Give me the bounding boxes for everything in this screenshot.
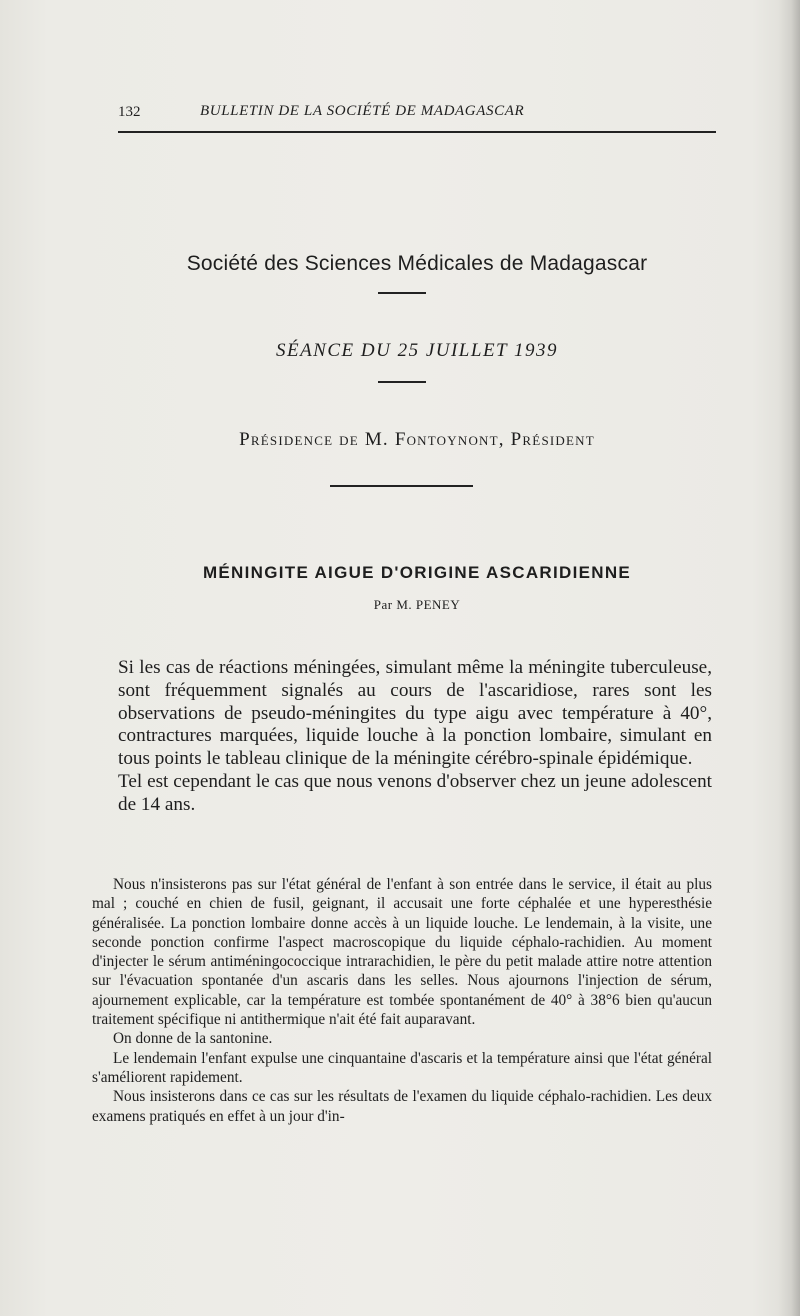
divider-short-1 <box>378 292 426 294</box>
divider-long <box>330 485 473 487</box>
session-title: SÉANCE DU 25 JUILLET 1939 <box>275 340 559 361</box>
running-title: BULLETIN DE LA SOCIÉTÉ DE MADAGASCAR <box>200 103 525 119</box>
paragraph: Tel est cependant le cas que nous venons d'observer chez un jeune adolescent de 14 ans. <box>118 770 712 815</box>
society-title: Société des Sciences Médicales de Madagascar <box>186 252 648 275</box>
divider-short-2 <box>378 381 426 383</box>
paragraph: On donne de la santonine. <box>113 1030 273 1048</box>
paragraph: Si les cas de réactions méningées, simulant même la méningite tuberculeuse, sont fréquemment signalés au cours de l'ascaridiose, rares sont les observations de pseudo-méningites du type aigu avec température à 40°, contractures marquées, liquide louche à la ponction lombaire, simulant en tous points le tableau clinique de la méningite cérébro-spinale épidémique. <box>118 657 712 770</box>
paragraph: Le lendemain l'enfant expulse une cinquantaine d'ascaris et la température ainsi que l'état général s'améliorent rapidement. <box>92 1049 712 1086</box>
page-edge-shadow <box>778 0 800 1316</box>
article-title: MÉNINGITE AIGUE D'ORIGINE ASCARIDIENNE <box>202 563 632 582</box>
header-rule <box>118 131 716 133</box>
paragraph: Nous insisterons dans ce cas sur les résultats de l'examen du liquide céphalo-rachidien. Les deux examens pratiqués en effet à un jour d'in- <box>92 1088 712 1125</box>
article-body-observation <box>92 875 712 1126</box>
article-byline: Par M. PENEY <box>373 597 461 612</box>
article-body-main <box>118 657 712 817</box>
presidency-line: Présidence de M. Fontoynont, Président <box>239 429 595 450</box>
paragraph: Nous n'insisterons pas sur l'état général de l'enfant à son entrée dans le service, il était au plus mal ; couché en chien de fusil, geignant, il accusait une forte céphalée et une hyperesthésie généralisée. La ponction lombaire donne accès à un liquide louche. Le lendemain, à la visite, une seconde ponction confirme l'aspect macroscopique du liquide céphalo-rachidien. Au moment d'injecter le sérum antiméningococcique intrarachidien, le père du petit malade attire notre attention sur l'évacuation spontanée d'un ascaris dans les selles. Nous ajournons l'injection de sérum, ajournement explicable, car la température est tombée spontanément de 40° à 38°6 bien qu'aucun traitement spécifique ni antithermique n'ait été fait auparavant. <box>92 876 712 1029</box>
page-number: 132 <box>118 104 141 120</box>
